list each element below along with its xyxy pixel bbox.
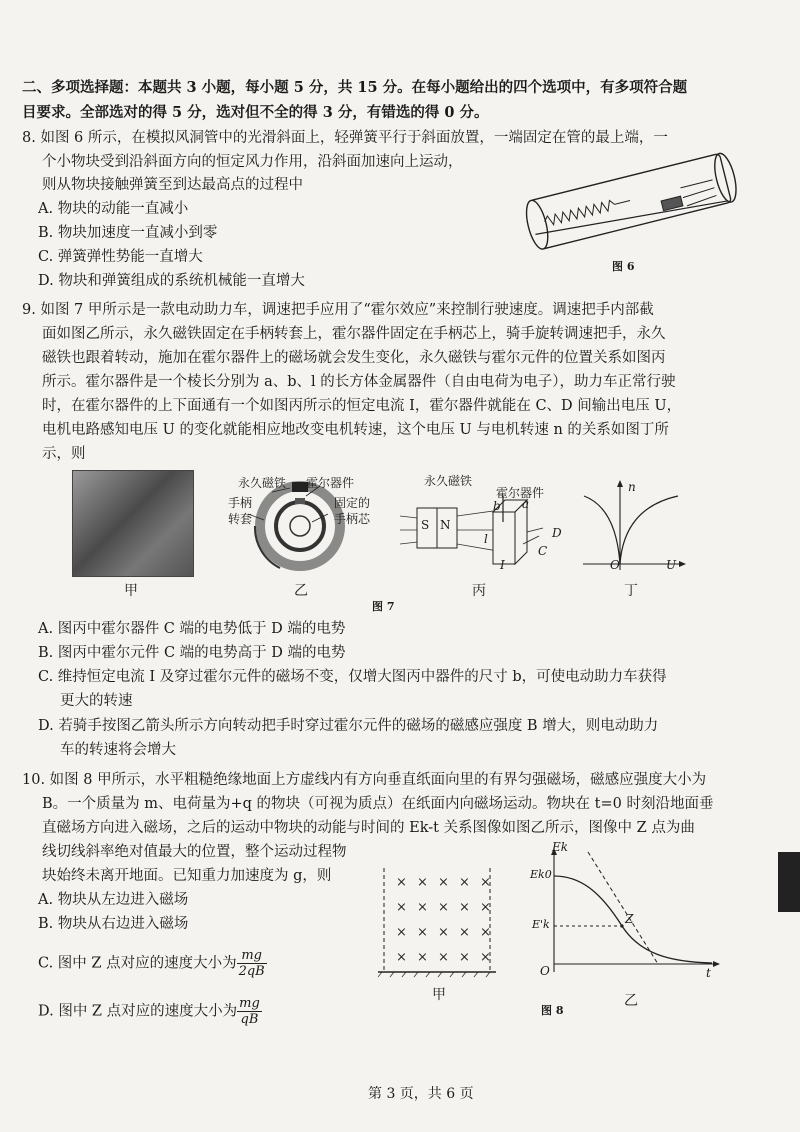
q9-stem-line3: 磁铁也跟着转动，施加在霍尔器件上的磁场就会发生变化，永久磁铁与霍尔元件的位置关系如图丙 — [42, 350, 666, 366]
field-cross-mark: × — [480, 875, 491, 890]
figure-8-caption: 图 8 — [541, 1004, 564, 1017]
q9-option-a: A. 图丙中霍尔器件 C 端的电势低于 D 端的电势 — [38, 621, 346, 637]
field-cross-mark: × — [438, 875, 449, 890]
tube-left-end — [522, 198, 552, 251]
q10-option-b: B. 物块从右边进入磁场 — [38, 916, 189, 932]
field-cross-mark: × — [396, 950, 407, 965]
fig7-bing-d-label: D — [552, 526, 562, 540]
handle-core-ring — [276, 502, 324, 550]
curve-left — [584, 496, 620, 564]
field-cross-mark: × — [459, 875, 470, 890]
hall-block — [295, 498, 305, 504]
field-cross-mark: × — [396, 900, 407, 915]
field-cross-mark: × — [459, 950, 470, 965]
q8-option-c: C. 弹簧弹性势能一直增大 — [38, 249, 203, 265]
q10-option-c-fraction — [237, 948, 267, 979]
q8-stem-line3: 则从物块接触弹簧至到达最高点的过程中 — [42, 177, 303, 193]
q9-stem-line4: 所示。霍尔器件是一个棱长分别为 a、b、l 的长方体金属器件（自由电荷为电子），助力车正常行驶 — [42, 374, 676, 390]
q9-stem-line5: 时，在霍尔器件的上下面通有一个如图丙所示的恒定电流 I，霍尔器件就能在 C、D 间输出电压 U， — [42, 398, 682, 414]
q10-option-c-text: C. 图中 Z 点对应的速度大小为 — [38, 955, 237, 972]
fig7-yi-magnet-label: 永久磁铁 — [238, 476, 287, 490]
wind-arrow-3 — [686, 195, 717, 205]
q10-option-c-numerator: mg — [237, 948, 267, 964]
figure-7-caption: 图 7 — [372, 600, 395, 613]
field-cross-mark: × — [480, 900, 491, 915]
field-cross-mark: × — [417, 875, 428, 890]
page-edge-tab — [778, 852, 800, 912]
field-cross-mark: × — [480, 950, 491, 965]
wind-arrow-1 — [681, 180, 713, 188]
handle-core — [290, 516, 310, 536]
tangent-line — [588, 852, 658, 964]
curve-right — [620, 496, 678, 564]
fig7-bing-n-label: N — [440, 518, 451, 532]
fig8-ek0-label: Ek0 — [530, 868, 552, 881]
small-block — [661, 196, 683, 211]
q9-stem-line2: 面如图乙所示，永久磁铁固定在手柄转套上，霍尔器件固定在手柄芯上，骑手旋转调速把手，永久 — [42, 326, 666, 342]
fig8-t-label: t — [706, 966, 711, 980]
fig7-bing-s-label: S — [421, 518, 430, 532]
fig7-ding-n-label: n — [628, 480, 636, 494]
fig8-ek-axis-label: Ek — [552, 840, 569, 854]
field-cross-mark: × — [417, 925, 428, 940]
q8-stem-line1: 8. 如图 6 所示，在模拟风洞管中的光滑斜面上，轻弹簧平行于斜面放置，一端固定在管的最上端，一 — [22, 130, 668, 146]
fig7-bing-a-label: a — [522, 497, 530, 511]
q9-stem-line1: 9. 如图 7 甲所示是一款电动助力车，调速把手应用了“霍尔效应”来控制行驶速度。调速把手内部截 — [22, 302, 654, 318]
incline-surface — [535, 187, 728, 248]
field-cross-mark: × — [438, 900, 449, 915]
spring — [543, 196, 631, 227]
q8-option-b: B. 物块加速度一直减小到零 — [38, 225, 218, 241]
q10-option-c — [38, 948, 267, 979]
field-cross-mark: × — [438, 925, 449, 940]
figure-7-ding-label: 丁 — [624, 583, 638, 599]
fig7-ding-u-label: U — [666, 558, 677, 572]
q10-stem-line3: 直磁场方向进入磁场，之后的运动中物块的动能与时间的 Ek-t 关系图像如图乙所示，图像中 Z 点为曲 — [42, 820, 695, 836]
field-cross-mark: × — [480, 925, 491, 940]
figure-6-caption: 图 6 — [612, 260, 635, 273]
q10-option-a: A. 物块从左边进入磁场 — [38, 892, 189, 908]
figure-7-bing-label: 丙 — [472, 583, 486, 599]
q9-stem-line6: 电机电路感知电压 U 的变化就能相应地改变电机转速，这个电压 U 与电机转速 n 的关系如图丁所 — [42, 422, 669, 438]
q9-stem-line7: 示，则 — [42, 446, 86, 462]
q10-stem-line2: B。一个质量为 m、电荷量为+q 的物块（可视为质点）在纸面内向磁场运动。物块在 t=0 时刻沿地面垂 — [42, 796, 714, 812]
fig7-ding-o-label: O — [610, 558, 620, 572]
fig7-bing-l-label: l — [484, 532, 488, 546]
q10-option-c-denominator: 2qB — [238, 964, 265, 979]
fig7-bing-b-label: b — [493, 499, 501, 513]
fig7-bing-i-label: I — [500, 558, 505, 572]
section-header-line1: 二、多项选择题：本题共 3 小题，每小题 5 分，共 15 分。在每小题给出的四个选项中，有多项符合题 — [22, 79, 688, 96]
q9-option-c-line1: C. 维持恒定电流 I 及穿过霍尔元件的磁场不变，仅增大图丙中器件的尺寸 b，可使电动助力车获得 — [38, 669, 667, 685]
fig7-yi-hall-label: 霍尔器件 — [306, 476, 355, 490]
fig7-bing-c-label: C — [538, 544, 548, 558]
field-crosses — [396, 875, 491, 965]
figure-7-jia-label: 甲 — [124, 583, 138, 599]
wind-arrow-2 — [682, 188, 715, 198]
q9-option-c-line2: 更大的转速 — [60, 693, 133, 709]
q8-option-d: D. 物块和弹簧组成的系统机械能一直增大 — [38, 273, 305, 289]
field-cross-mark: × — [417, 950, 428, 965]
figure-8-jia-field — [378, 866, 496, 978]
field-cross-mark: × — [459, 925, 470, 940]
field-cross-mark: × — [396, 875, 407, 890]
q10-stem-line1: 10. 如图 8 甲所示，水平粗糙绝缘地面上方虚线内有方向垂直纸面向里的有界匀强磁场，磁感应强度大小为 — [22, 772, 707, 788]
field-cross-mark: × — [438, 950, 449, 965]
q10-option-d-numerator: mg — [239, 996, 260, 1011]
q10-option-d-fraction — [237, 996, 262, 1027]
section-header-line2: 目要求。全部选对的得 5 分，选对但不全的得 3 分，有错选的得 0 分。 — [22, 104, 489, 121]
fig8-ek1-label: E'k — [532, 918, 550, 931]
page-footer: 第 3 页，共 6 页 — [368, 1086, 474, 1102]
q9-option-b: B. 图丙中霍尔元件 C 端的电势高于 D 端的电势 — [38, 645, 346, 661]
fig7-yi-handle-label1: 手柄 — [228, 496, 253, 510]
fig7-bing-hall-label: 霍尔器件 — [496, 486, 545, 500]
fig7-yi-core-label2: 手柄芯 — [334, 512, 371, 526]
field-cross-mark: × — [396, 925, 407, 940]
hall-front-face — [493, 512, 515, 564]
fig8-z-label: Z — [625, 912, 634, 926]
fig7-yi-handle-label2: 转套 — [228, 512, 253, 526]
figure-8-jia-label: 甲 — [432, 987, 446, 1003]
field-cross-mark: × — [417, 900, 428, 915]
field-cross-mark: × — [459, 900, 470, 915]
figure-7-yi-label: 乙 — [294, 583, 308, 599]
q8-option-a: A. 物块的动能一直减小 — [38, 201, 189, 217]
q10-stem-line5: 块始终未离开地面。已知重力加速度为 g，则 — [42, 868, 332, 884]
figure-8-yi-label: 乙 — [624, 993, 638, 1009]
q9-option-d-line1: D. 若骑手按图乙箭头所示方向转动把手时穿过霍尔元件的磁场的磁感应强度 B 增大，则电动助力 — [38, 718, 659, 734]
q10-stem-line4: 线切线斜率绝对值最大的位置，整个运动过程物 — [42, 844, 347, 860]
q10-option-d — [38, 996, 262, 1027]
q9-option-d-line2: 车的转速将会增大 — [60, 742, 176, 758]
tube-body — [529, 153, 731, 249]
fig7-bing-magnet-label: 永久磁铁 — [424, 474, 473, 488]
q10-option-d-denominator: qB — [240, 1012, 259, 1027]
fig7-yi-core-label1: 固定的 — [334, 496, 371, 510]
figure-7-jia-photo — [72, 470, 194, 577]
q10-option-d-text: D. 图中 Z 点对应的速度大小为 — [38, 1003, 238, 1020]
q8-stem-line2: 个小物块受到沿斜面方向的恒定风力作用，沿斜面加速向上运动， — [42, 154, 463, 170]
figure-6-wind-tunnel — [520, 148, 745, 253]
fig8-o-label: O — [540, 964, 550, 978]
z-point — [620, 924, 623, 927]
